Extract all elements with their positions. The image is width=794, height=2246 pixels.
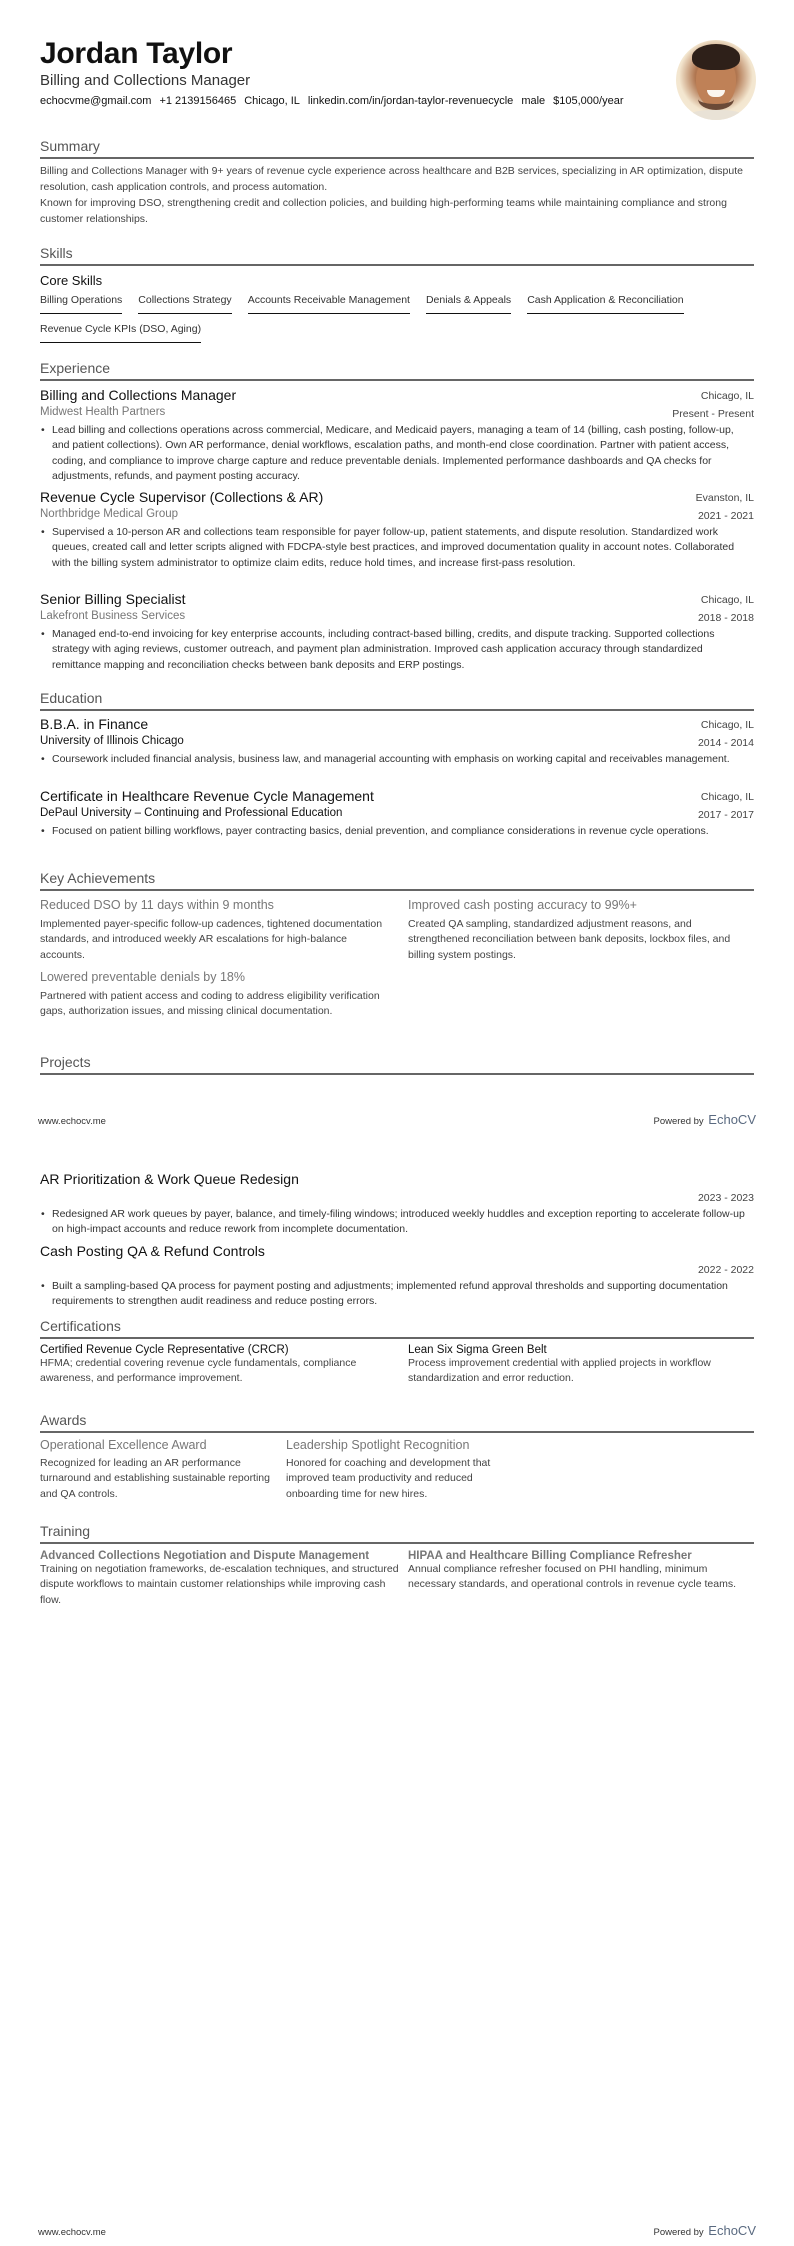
certification-title: Certified Revenue Cycle Representative (CRCR) [40,1344,289,1356]
section-title-projects: Projects [40,1054,91,1070]
training-item [40,1550,400,1608]
avatar-shirt [686,110,746,120]
section-divider [40,264,754,266]
footer-powered-by [653,2223,756,2238]
job-title: Billing and Collections Manager [40,387,237,403]
contact-location: Chicago, IL [244,95,300,107]
section-title-certifications: Certifications [40,1318,121,1334]
certification-item [40,1344,385,1387]
achievement-text: Partnered with patient access and coding to address eligibility verification gaps, authorization issues, and missing clinical documentation. [40,990,380,1018]
avatar [676,40,756,120]
section-title-skills: Skills [40,245,73,261]
contact-email[interactable]: echocvme@gmail.com [40,95,152,107]
footer-powered-by [653,1112,756,1127]
award-title: Operational Excellence Award [40,1438,207,1452]
job-dates: Present - Present [672,408,754,420]
job-title: Revenue Cycle Supervisor (Collections & AR) [40,489,324,505]
section-title-awards: Awards [40,1412,87,1428]
job-bullet: • Lead billing and collections operations across commercial, Medicare, and Medicaid payers, managing a team of 14 (billing, cash posting, follow-up, and patient collections). Own AR performance, denial workflows, escalation paths, and month-end close coordination. Partner with patient access, coding, and compliance to improve charge capture and reduce preventable denials. Implemented performance dashboards and QA checks for adjustments, refunds, and payment posting accuracy. [40,423,754,484]
education-degree: B.B.A. in Finance [40,716,149,732]
powered-by-label: Powered by [653,1116,704,1127]
section-title-experience: Experience [40,360,111,376]
candidate-headline: Billing and Collections Manager [40,72,251,89]
section-title-training: Training [40,1523,91,1539]
job-bullet: • Supervised a 10-person AR and collections team responsible for payer follow-up, patient statements, and dispute resolution. Standardized work queues, created call and letter scripts aligned with FDCPA-style best practices, and improved documentation quality in account notes. Collaborated with the billing system administrator to optimize claim edits, reduce hold times, and increase first-pass resolution. [40,525,754,571]
job-dates: 2018 - 2018 [697,612,754,624]
section-divider [40,1073,754,1075]
job-company: Northbridge Medical Group [40,508,179,520]
education-dates: 2017 - 2017 [697,809,754,821]
section-title-education: Education [40,690,103,706]
education-location: Chicago, IL [700,719,754,731]
achievement-text: Implemented payer-specific follow-up cadences, tightened documentation standards, and introduced weekly AR escalations for high-balance accounts. [40,918,383,961]
contact-bar [40,95,624,107]
brand-logo[interactable]: EchoCV [708,1112,756,1127]
education-dates: 2014 - 2014 [697,737,754,749]
section-title-summary: Summary [40,138,100,154]
section-title-achievements: Key Achievements [40,870,156,886]
project-bullet: • Built a sampling-based QA process for payment posting and adjustments; implemented refund approval thresholds and supporting documentation requirements to strengthen audit readiness and reduce posting errors. [40,1279,754,1310]
education-school: DePaul University – Continuing and Professional Education [40,807,343,819]
certification-text: Process improvement credential with applied projects in workflow standardization and error reduction. [408,1357,711,1385]
job-company: Midwest Health Partners [40,406,166,418]
section-divider [40,1431,754,1433]
contact-phone[interactable]: +1 2139156465 [159,95,237,107]
footer-website[interactable]: www.echocv.me [38,2227,106,2238]
job-title: Senior Billing Specialist [40,591,186,607]
section-divider [40,1337,754,1339]
education-degree: Certificate in Healthcare Revenue Cycle Management [40,788,374,804]
achievement-title: Lowered preventable denials by 18% [40,970,245,984]
certification-item [408,1344,754,1387]
summary-paragraph-2: Known for improving DSO, strengthening credit and collection policies, and building high-performing teams while maintaining compliance and strong customer relationships. [40,197,727,225]
education-bullet: • Focused on patient billing workflows, payer contracting basics, denial prevention, and compliance considerations in revenue cycle operations. [40,824,754,839]
skill-tag: Collections Strategy [138,293,231,314]
project-dates: 2023 - 2023 [697,1192,754,1204]
powered-by-label: Powered by [653,2227,704,2238]
contact-salary: $105,000/year [553,95,624,107]
training-text: Annual compliance refresher focused on PHI handling, minimum necessary standards, and operational controls in revenue cycle teams. [408,1563,737,1591]
achievement-text: Created QA sampling, standardized adjustment reasons, and strengthened reconciliation between bank deposits, lockbox files, and billing system postings. [408,918,731,961]
contact-linkedin[interactable]: linkedin.com/in/jordan-taylor-revenuecycle [307,95,514,107]
job-bullet: • Managed end-to-end invoicing for key enterprise accounts, including contract-based billing, credits, and dispute tracking. Supported collections strategy with aging reviews, customer outreach, and payment plan administration. Improved cash application accuracy through standardized remittance mapping and reconciliation checks between bank deposits and ERP postings. [40,627,754,673]
project-title: AR Prioritization & Work Queue Redesign [40,1171,299,1187]
achievement-item [40,970,385,1020]
award-item [40,1438,272,1502]
education-location: Chicago, IL [700,791,754,803]
project-dates: 2022 - 2022 [697,1264,754,1276]
skills-group-label: Core Skills [40,273,103,288]
training-title: HIPAA and Healthcare Billing Compliance Refresher [408,1550,692,1562]
certification-title: Lean Six Sigma Green Belt [408,1344,547,1356]
achievement-item [40,898,385,963]
achievement-title: Improved cash posting accuracy to 99%+ [408,898,637,912]
job-location: Chicago, IL [700,390,754,402]
skill-tag: Billing Operations [40,293,122,314]
award-text: Recognized for leading an AR performance turnaround and establishing sustainable reporting and QA controls. [40,1457,270,1500]
footer-website[interactable]: www.echocv.me [38,1116,106,1127]
achievement-title: Reduced DSO by 11 days within 9 months [40,898,274,912]
section-divider [40,157,754,159]
achievement-item [408,898,754,963]
skill-tag: Accounts Receivable Management [248,293,410,314]
job-company: Lakefront Business Services [40,610,186,622]
training-text: Training on negotiation frameworks, de-escalation techniques, and structured dispute workflows to maintain customer relationships while improving cash flow. [40,1563,399,1606]
award-text: Honored for coaching and development that improved team productivity and reduced onboarding time for new hires. [286,1457,491,1500]
skill-tag: Revenue Cycle KPIs (DSO, Aging) [40,322,201,343]
job-location: Chicago, IL [700,594,754,606]
training-item [408,1550,754,1593]
project-bullet: • Redesigned AR work queues by payer, balance, and timely-filing windows; introduced weekly huddles and exception reporting to accelerate follow-up on high-impact accounts and reduce rework from incomplete documentation. [40,1207,754,1238]
skill-tag: Denials & Appeals [426,293,511,314]
education-bullet: • Coursework included financial analysis, business law, and managerial accounting with emphasis on working capital and receivables management. [40,752,754,767]
section-divider [40,889,754,891]
training-title: Advanced Collections Negotiation and Dispute Management [40,1550,370,1562]
section-divider [40,709,754,711]
summary-paragraph-1: Billing and Collections Manager with 9+ years of revenue cycle experience across healthcare and B2B services, specializing in AR optimization, dispute resolution, cash application controls, and process automation. [40,165,743,193]
skills-list [40,293,754,343]
certification-text: HFMA; credential covering revenue cycle fundamentals, compliance awareness, and performance improvement. [40,1357,357,1385]
job-dates: 2021 - 2021 [697,510,754,522]
section-divider [40,379,754,381]
project-title: Cash Posting QA & Refund Controls [40,1243,265,1259]
section-divider [40,1542,754,1544]
award-title: Leadership Spotlight Recognition [286,1438,470,1452]
job-location: Evanston, IL [695,492,754,504]
contact-gender: male [521,95,546,107]
award-item [286,1438,518,1502]
education-school: University of Illinois Chicago [40,735,184,747]
brand-logo[interactable]: EchoCV [708,2223,756,2238]
avatar-hair [692,44,740,70]
candidate-name: Jordan Taylor [40,37,233,70]
skill-tag: Cash Application & Reconciliation [527,293,683,314]
